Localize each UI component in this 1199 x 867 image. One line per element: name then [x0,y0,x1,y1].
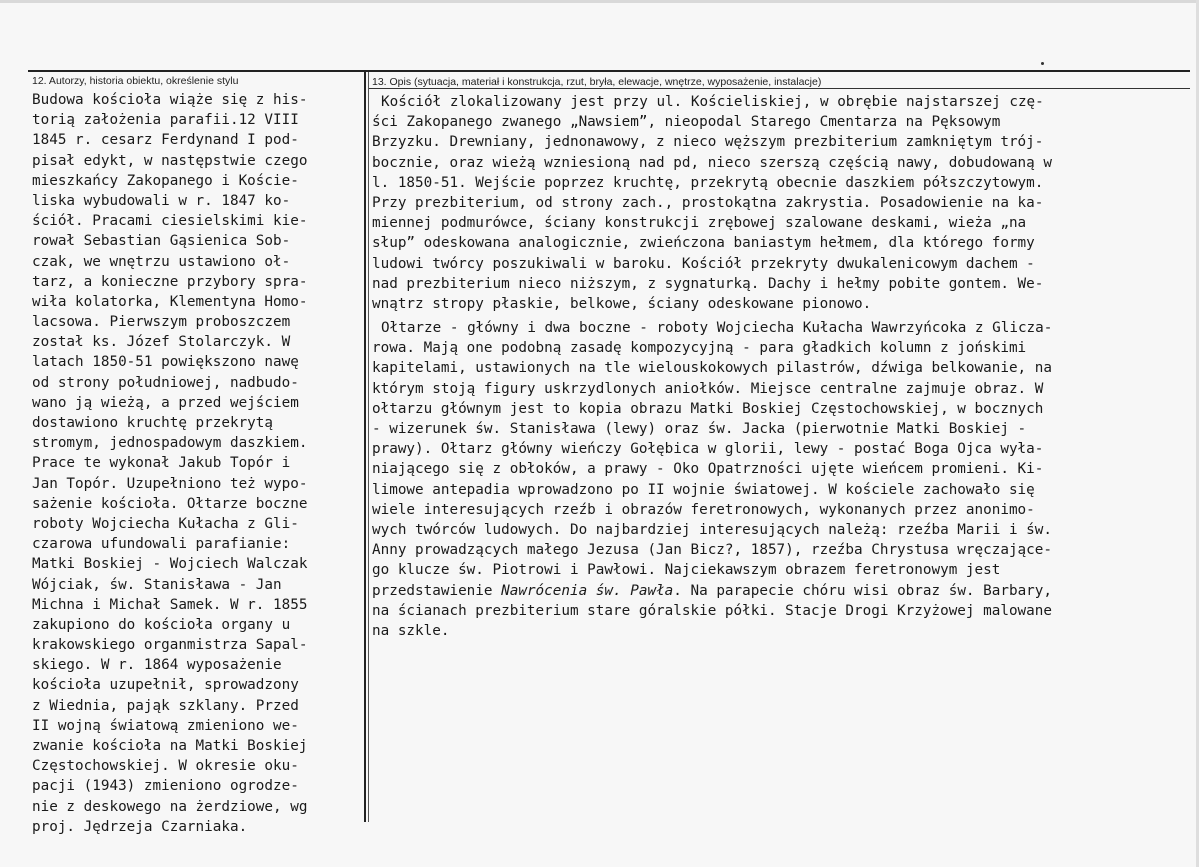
text-line: proj. Jędrzeja Czarniaka. [32,818,248,835]
section13-paragraph-1 [372,92,1186,314]
text-line: dostawiono kruchtę przekrytą [32,415,274,431]
text-line: ludowi twórcy poszukiwali w baroku. Kościół przekryty dwukalenicowym dachem - [372,255,1035,272]
text-line: roboty Wojciecha Kułacha z Gli- [32,515,299,532]
text-line: zakupiono do kościoła organy u [32,616,291,633]
text-line: latach 1850-51 powiększono nawę [32,354,299,371]
text-line: Wójciak, św. Stanisława - Jan [32,576,282,593]
text-line: ściół. Pracami ciesielskimi kie- [32,213,308,230]
text-line: torią założenia parafii.12 VIII [32,112,299,129]
text-line: od strony południowej, nadbudo- [32,374,299,391]
text-line: mieszkańcy Zakopanego i Koście- [32,172,299,189]
text-line: na ścianach prezbiterium stare góralskie półki. Stacje Drogi Krzyżowej malowane [372,602,1052,619]
column-divider [364,72,366,822]
text-line: zwanie kościoła na Matki Boskiej [32,738,308,754]
inventory-form [28,70,1190,835]
text-line: prawy). Ołtarz główny wieńczy Gołębica w glorii, lewy - postać Boga Ojca wyła- [372,441,1044,458]
text-line: kapitelami, ustawionych na tle wielouskokowych pilastrów, dźwiga belkowanie, na [372,360,1052,377]
text-line: skiego. W r. 1864 wyposażenie [32,657,282,674]
text-line: ołtarzu głównym jest to kopia obrazu Matki Boskiej Częstochowskiej, w bocznych [372,400,1044,417]
text-line: go klucze św. Piotrowi i Pawłowi. Najciekawszym obrazem feretronowym jest [372,562,1001,579]
text-line: krakowskiego organmistrza Sapal- [32,637,308,654]
text-line: Przy prezbiterium, od strony zach., prostokątna zakrystia. Posadowienie na ka- [372,194,1044,211]
text-line: Anny prowadzących małego Jezusa (Jan Bicz?, 1857), rzeźba Chrystusa wręczające- [372,542,1052,559]
stray-dot [1041,62,1044,65]
column-divider-inner [368,72,369,822]
section12-label: 12. Autorzy, historia obiektu, określenie stylu [32,75,239,87]
text-line: sażenie kościoła. Ołtarze boczne [32,495,308,512]
text-line: którym stoją figury uskrzydlonych aniołków. Miejsce centralne zajmuje obraz. W [372,380,1044,397]
text-line: został ks. Józef Stolarczyk. W [32,334,291,351]
text-line: tarz, a konieczne przybory spra- [32,273,308,290]
text-line: miennej podmurówce, ściany konstrukcji zrębowej szalowane deskami, wieża „na [372,215,1027,232]
text-line: nad prezbiterium nieco niższym, z sygnaturką. Dachy i hełmy pobite gontem. We- [372,275,1044,292]
text-line: wiele interesujących rzeźb i obrazów feretronowych, wykonanych przez anonimo- [372,501,1035,518]
italic-line-after: . Na parapecie chóru wisi obraz św. Barbary, [673,582,1053,599]
text-line: stromym, jednospadowym daszkiem. [32,435,308,452]
text-line: wnątrz stropy płaskie, belkowe, ściany odeskowane pionowo. [372,295,872,312]
text-line: na szkle. [372,622,450,639]
text-line: nie z deskowego na żerdziowe, wg [32,798,308,815]
page-edge-top [0,0,1199,3]
text-line: Prace te wykonał Jakub Topór i [32,455,291,472]
text-line: limowe antepadia wprowadzono po II wojnie światowej. W kościele zachowało się [372,481,1035,498]
text-line: lacsowa. Pierwszym proboszczem [32,314,291,331]
text-line: Matki Boskiej - Wojciech Walczak [32,556,308,573]
text-line: Częstochowskiej. W okresie oku- [32,758,299,775]
text-line: czarowa ufundowali parafianie: [32,536,291,553]
text-line: wiła kolatorka, Klementyna Homo- [32,293,308,310]
text-line: czak, we wnętrzu ustawiono oł- [32,253,291,270]
italic-line-before: przedstawienie [372,582,502,599]
text-line: bocznie, oraz wieżą wzniesioną nad pd, nieco szerszą częścią nawy, dobudowaną w [372,154,1052,171]
section13 [372,72,1186,641]
text-line: niającego się z obłoków, a prawy - Oko Opatrzności ujęte wieńcem promieni. Ki- [372,461,1044,478]
section13-paragraph-2-end [372,601,1186,641]
text-line: 1845 r. cesarz Ferdynand I pod- [32,132,299,149]
text-line: Brzyzku. Drewniany, jednonawowy, z nieco węższym prezbiterium zamkniętym trój- [372,134,1044,151]
text-line: pisał edykt, w następstwie czego [32,152,308,169]
text-line: Kościół zlokalizowany jest przy ul. Kościeliskiej, w obrębie najstarszej czę- [381,94,1044,110]
section13-paragraph-2 [372,318,1186,580]
text-line: słup” odeskowana analogicznie, zwieńczona baniastym hełmem, dla którego formy [372,235,1035,252]
text-line: - wizerunek św. Stanisława (lewy) oraz św. Jacka (pierwotnie Matki Boskiej - [372,421,1027,437]
text-line: Jan Topór. Uzupełniono też wypo- [32,475,308,492]
text-line: wych twórców ludowych. Do najbardziej interesujących należą: rzeźba Marii i św. [372,521,1052,538]
text-line: ści Zakopanego zwanego „Nawsiem”, nieopodal Starego Cmentarza na Pęksowym [372,114,1001,131]
section12-text [32,90,360,837]
section13-italic-line [372,581,1186,601]
text-line: rował Sebastian Gąsienica Sob- [32,233,291,250]
section12 [32,72,360,837]
text-line: liska wybudowali w r. 1847 ko- [32,192,291,209]
text-line: Budowa kościoła wiąże się z his- [32,92,308,108]
text-line: kościoła uzupełnił, sprowadzony [32,677,299,694]
artwork-title: Nawrócenia św. Pawła [501,582,674,599]
text-line: wano ją wieżą, a przed wejściem [32,394,299,411]
text-line: II wojną światową zmieniono we- [32,717,299,734]
text-line: rowa. Mają one podobną zasadę kompozycyjną - para gładkich kolumn z jońskimi [372,340,1027,357]
section13-text [372,92,1186,641]
text-line: z Wiednia, pająk szklany. Przed [32,697,299,714]
text-line: Ołtarze - główny i dwa boczne - roboty Wojciecha Kułacha Wawrzyńcoka z Glicza- [381,320,1053,337]
text-line: pacji (1943) zmieniono ogrodze- [32,778,299,795]
section13-label: 13. Opis (sytuacja, materiał i konstrukcja, rzut, bryła, elewacje, wnętrze, wyposażenie, instalacje) [372,76,822,88]
text-line: Michna i Michał Samek. W r. 1855 [32,596,308,613]
text-line: l. 1850-51. Wejście poprzez kruchtę, przekrytą obecnie daszkiem półszczytowym. [372,174,1044,191]
